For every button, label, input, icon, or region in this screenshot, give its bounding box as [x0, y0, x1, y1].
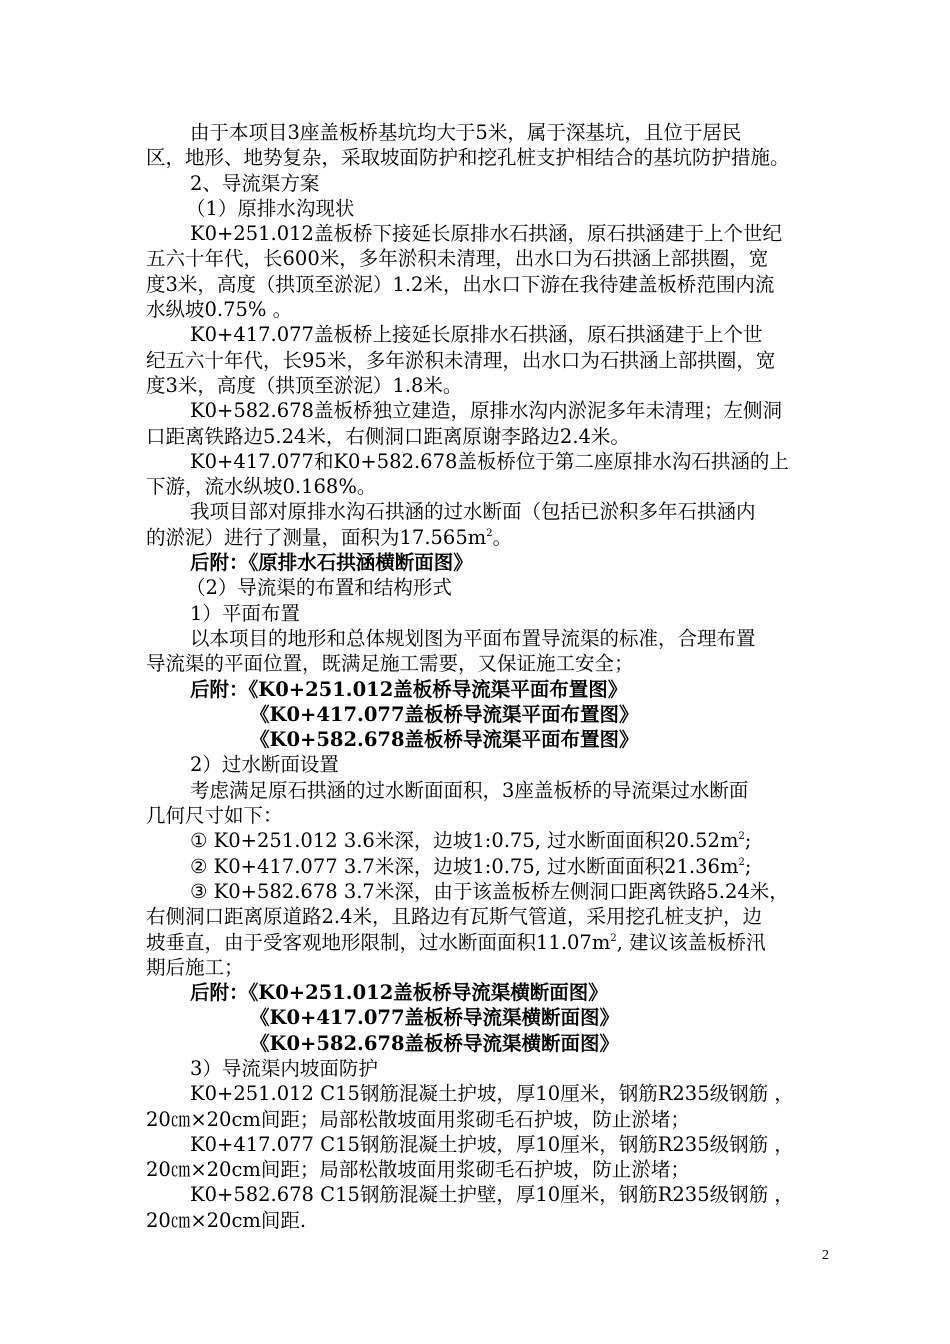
list-item: [146, 828, 846, 853]
paragraph-line: K0+251.012盖板桥下接延长原排水石拱涵，原石拱涵建于上个世纪: [190, 222, 782, 246]
paragraph-line: 20㎝×20cm间距；局部松散坡面用浆砌毛石护坡，防止淤堵；: [146, 1107, 690, 1131]
line-text: 的淤泥）进行了测量，面积为17.565m: [146, 525, 487, 549]
paragraph-line: 由于本项目3座盖板桥基坑均大于5米，属于深基坑，且位于居民: [190, 121, 742, 144]
paragraph-line: 区，地形、地势复杂，采取坡面防护和挖孔桩支护相结合的基坑防护措施。: [146, 146, 790, 170]
subsection-heading: （2）导流渠的布置和结构形式: [186, 576, 452, 600]
paragraph-line: K0+582.678 C15钢筋混凝土护壁，厚10厘米，钢筋R235级钢筋 ，: [190, 1183, 794, 1207]
list-item: ③ K0+582.678 3.7米深，由于该盖板桥左侧洞口距离铁路5.24米，: [190, 879, 789, 903]
superscript: 2: [486, 527, 493, 539]
paragraph-line: K0+251.012 C15钢筋混凝土护坡，厚10厘米，钢筋R235级钢筋 ，: [190, 1082, 794, 1106]
subsection-heading: 3）导流渠内坡面防护: [190, 1056, 378, 1080]
document-body: [146, 120, 846, 1233]
paragraph-line: 度3米，高度（拱顶至淤泥）1.2米，出水口下游在我待建盖板桥范围内流: [146, 272, 775, 296]
superscript: 2: [738, 831, 745, 843]
paragraph-line: K0+417.077盖板桥上接延长原排水石拱涵，原石拱涵建于上个世: [190, 323, 763, 347]
subsection-heading: 1）平面布置: [190, 601, 300, 625]
paragraph-line: 水纵坡0.75% 。: [146, 298, 293, 322]
line-tail: , 建议该盖板桥汛: [616, 930, 766, 954]
paragraph-line: 度3米，高度（拱顶至淤泥）1.8米。: [146, 373, 463, 397]
superscript: 2: [738, 856, 745, 868]
attachment-line: 《K0+582.678盖板桥导流渠横断面图》: [250, 1031, 620, 1055]
paragraph-line: 考虑满足原石拱涵的过水断面面积，3座盖板桥的导流渠过水断面: [190, 778, 749, 802]
paragraph-line: K0+582.678盖板桥独立建造，原排水沟内淤泥多年未清理；左侧洞: [190, 399, 782, 423]
attachment-line: 《K0+417.077盖板桥导流渠横断面图》: [250, 1006, 620, 1030]
line-tail: ;: [744, 854, 752, 878]
paragraph-line: [146, 930, 846, 955]
subsection-heading: （1）原排水沟现状: [186, 196, 355, 220]
attachment-line: 《K0+417.077盖板桥导流渠平面布置图》: [250, 702, 639, 726]
line-text: ① K0+251.012 3.6米深，边坡1:0.75, 过水断面面积20.52m: [190, 829, 739, 853]
superscript: 2: [610, 932, 617, 944]
line-text: ② K0+417.077 3.7米深，边坡1:0.75, 过水断面面积21.36m: [190, 854, 739, 878]
line-tail: 。: [492, 525, 513, 549]
section-heading: 2、导流渠方案: [190, 171, 320, 195]
paragraph-line: 五六十年代，长600米，多年淤积未清理，出水口为石拱涵上部拱圈，宽: [146, 247, 769, 271]
line-tail: ;: [744, 829, 752, 853]
paragraph-line: 右侧洞口距离原道路2.4米，且路边有瓦斯气管道，采用挖孔桩支护，边: [146, 905, 763, 929]
paragraph-line: 20㎝×20cm间距；局部松散坡面用浆砌毛石护坡，防止淤堵；: [146, 1158, 690, 1182]
paragraph-line: 几何尺寸如下：: [146, 804, 283, 828]
paragraph-line: 20㎝×20cm间距.: [146, 1208, 307, 1232]
paragraph-line: K0+417.077和K0+582.678盖板桥位于第二座原排水沟石拱涵的上: [190, 449, 789, 473]
paragraph-line: 导流渠的平面位置，既满足施工需要，又保证施工安全；: [146, 652, 634, 676]
paragraph-line: 口距离铁路边5.24米，右侧洞口距离原谢李路边2.4米。: [146, 424, 630, 448]
attachment-line: 后附：《原排水石拱涵横断面图》: [190, 551, 473, 575]
line-text: 坡垂直，由于受客观地形限制，过水断面面积11.07m: [146, 930, 611, 954]
paragraph-line: 下游，流水纵坡0.168%。: [146, 475, 377, 499]
paragraph-line: 以本项目的地形和总体规划图为平面布置导流渠的标准，合理布置: [190, 626, 756, 650]
page-number: 2: [822, 1248, 829, 1263]
list-item: [146, 854, 846, 879]
subsection-heading: 2）过水断面设置: [190, 753, 339, 777]
paragraph-line: K0+417.077 C15钢筋混凝土护坡，厚10厘米，钢筋R235级钢筋 ，: [190, 1132, 794, 1156]
paragraph-line: 纪五六十年代，长95米，多年淤积未清理，出水口为石拱涵上部拱圈，宽: [146, 348, 776, 372]
attachment-line: 《K0+582.678盖板桥导流渠平面布置图》: [250, 728, 639, 752]
paragraph-line: 我项目部对原排水沟石拱涵的过水断面（包括已淤积多年石拱涵内: [190, 500, 756, 524]
attachment-line: 后附：《K0+251.012盖板桥导流渠平面布置图》: [190, 677, 628, 701]
paragraph-line: 期后施工；: [146, 955, 244, 979]
attachment-line: 后附：《K0+251.012盖板桥导流渠横断面图》: [190, 981, 608, 1005]
paragraph-line: [146, 525, 846, 550]
